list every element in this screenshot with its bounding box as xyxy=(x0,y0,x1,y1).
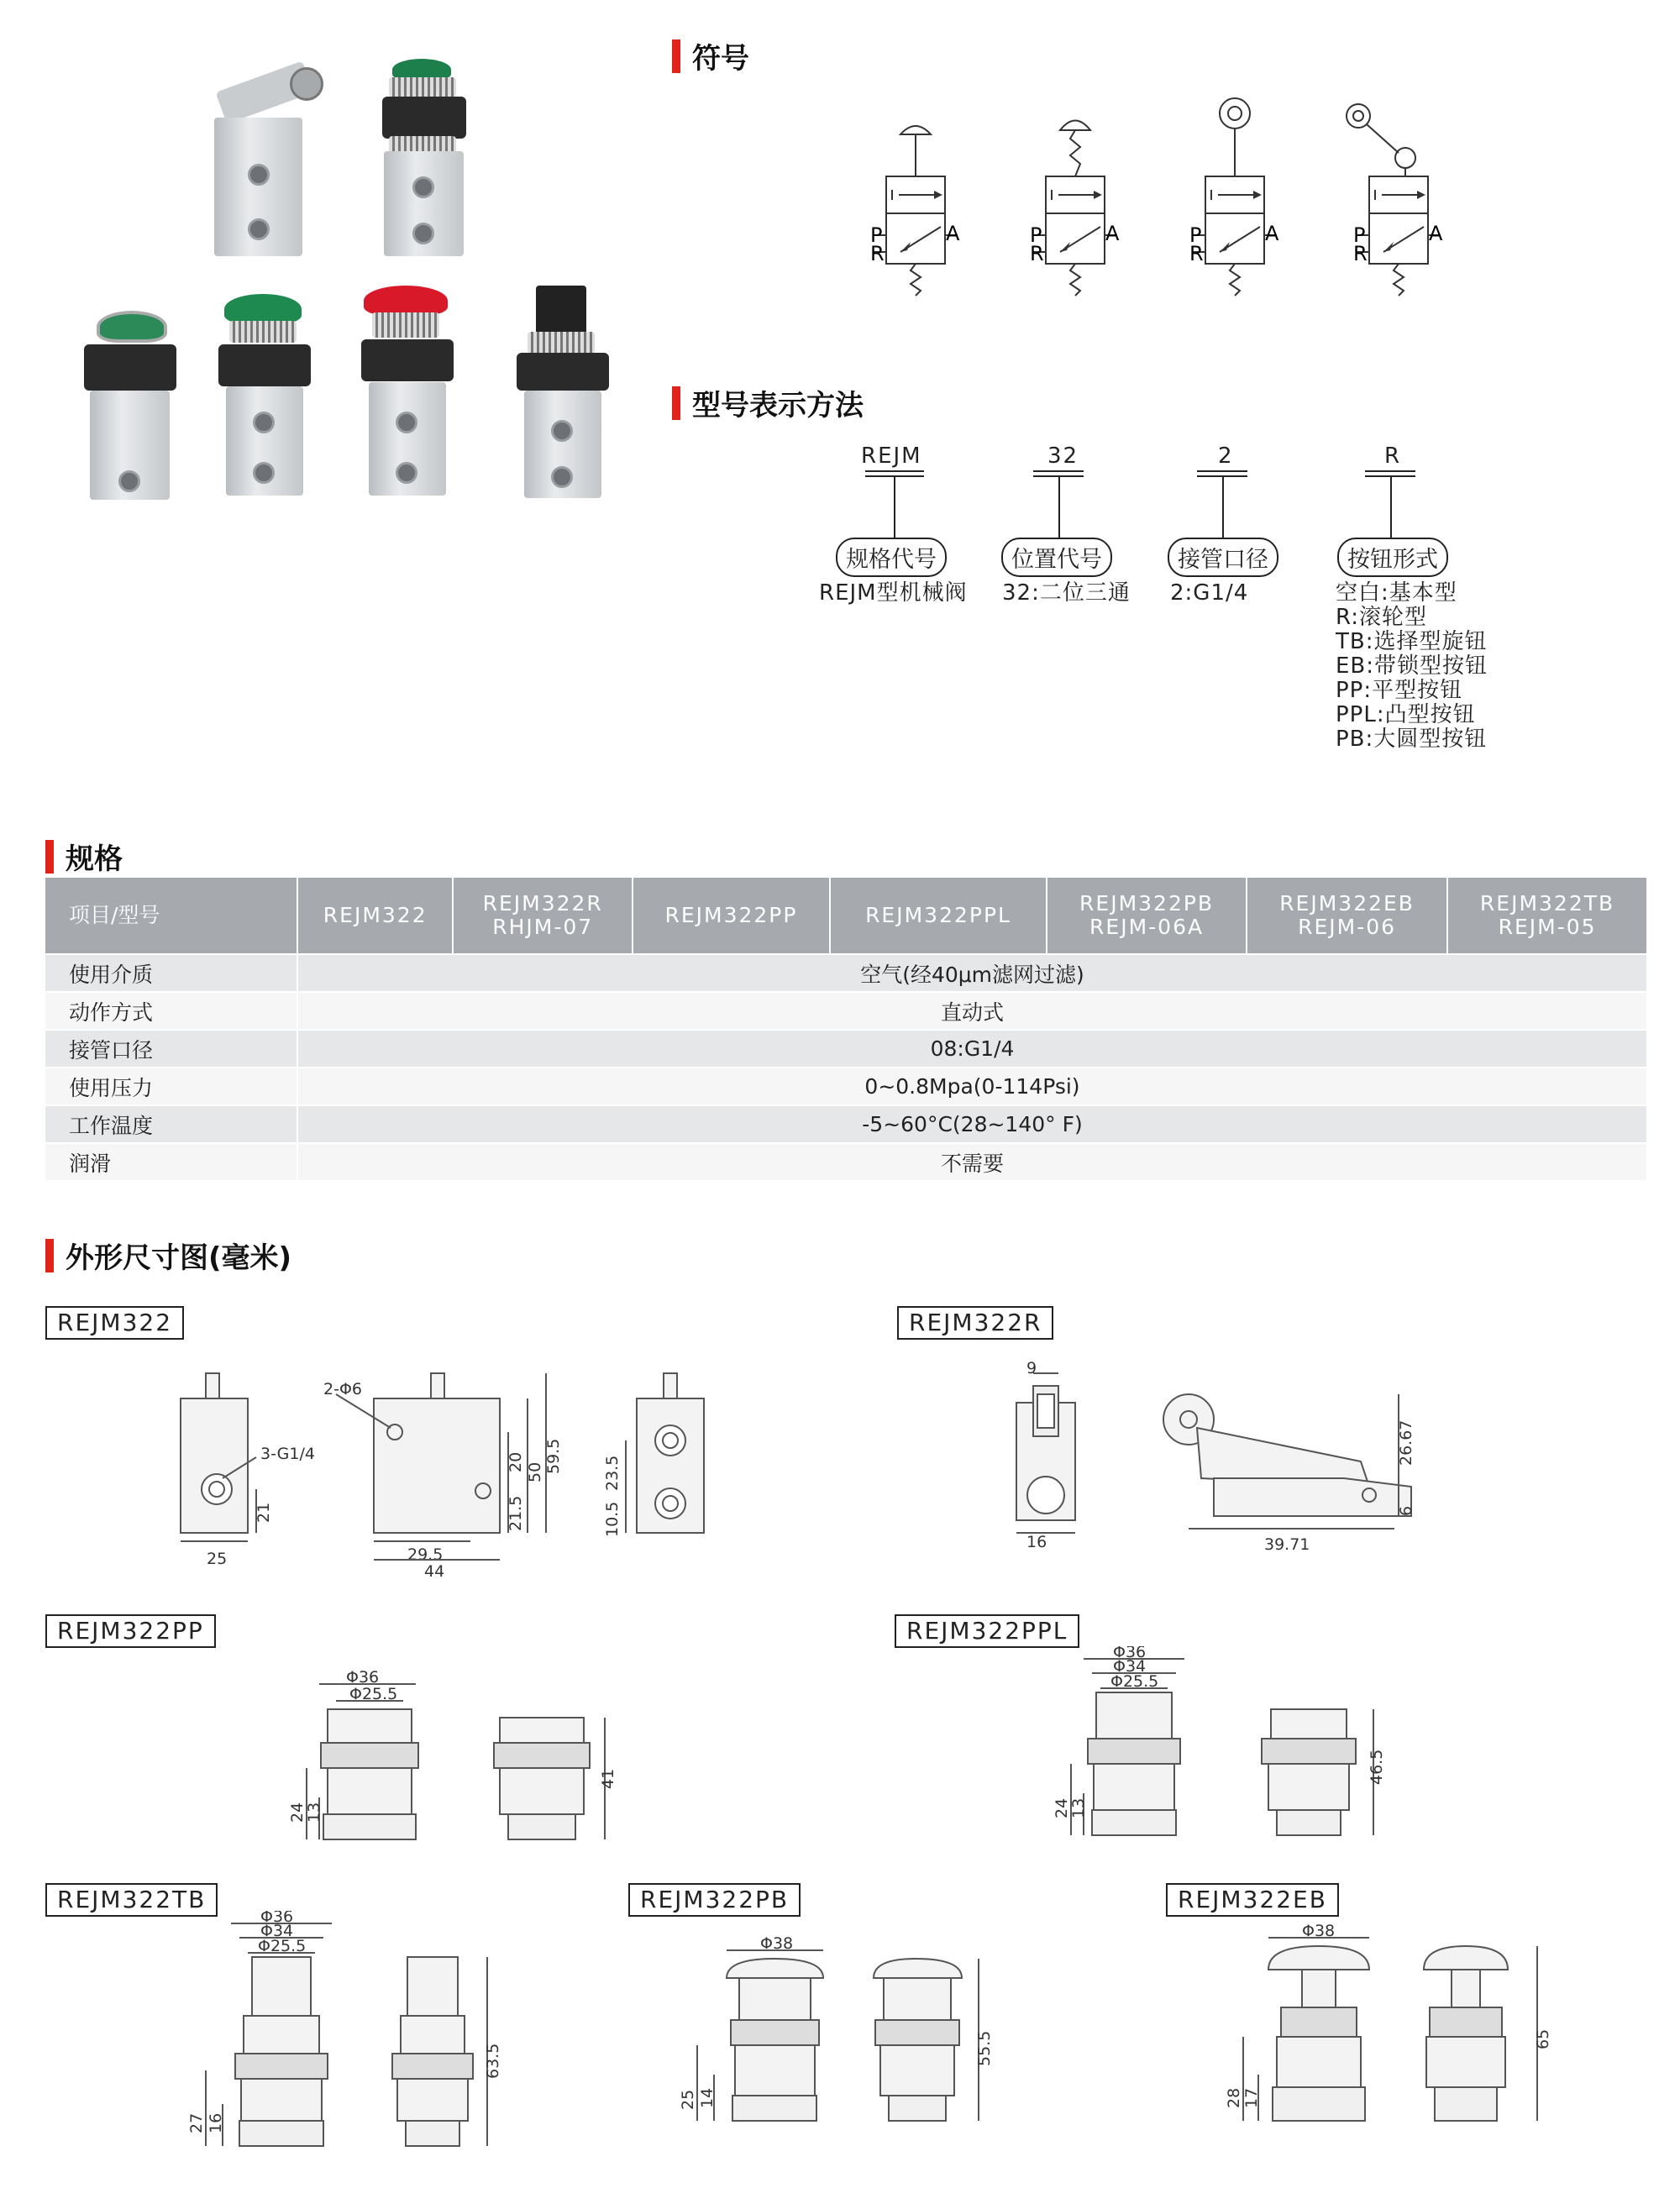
desc-line: 2:G1/4 xyxy=(1170,580,1249,606)
eb-valve-photo xyxy=(357,286,458,504)
dim-text: 46.5 xyxy=(1368,1749,1386,1785)
spec-header-item: 项目/型号 xyxy=(45,878,297,954)
section-title-text: 符号 xyxy=(692,42,749,76)
section-title-spec xyxy=(45,836,123,877)
title-bar xyxy=(672,386,680,420)
dim-text: 55.5 xyxy=(975,2030,994,2066)
symbol-p-label: P xyxy=(1030,223,1042,247)
spec-row-value: -5~60°C(28~140° F) xyxy=(297,1105,1646,1143)
code-segment-2: 2 xyxy=(1218,443,1234,469)
drawing-rejm322r xyxy=(974,1361,1613,1579)
product-photos xyxy=(50,50,655,521)
desc-line: TB:选择型旋钮 xyxy=(1336,629,1488,654)
drawing-rejm322eb xyxy=(1210,1919,1579,2154)
dim-text: 2-Φ6 xyxy=(323,1380,362,1398)
dim-text: 41 xyxy=(599,1768,617,1789)
spec-row xyxy=(45,1105,1646,1143)
spec-header-model xyxy=(633,878,830,954)
dim-text: 65 xyxy=(1534,2028,1552,2049)
desc-line: 空白:基本型 xyxy=(1336,580,1457,606)
spec-row-value: 不需要 xyxy=(297,1143,1646,1180)
dim-text: 28 xyxy=(1225,2087,1243,2108)
dim-text: Φ34 xyxy=(1113,1657,1147,1676)
spec-table xyxy=(45,878,1646,1180)
code-underline xyxy=(1033,470,1084,472)
spec-row-label: 使用介质 xyxy=(45,954,297,992)
dim-text: Φ25.5 xyxy=(349,1685,398,1703)
dim-text: 26.67 xyxy=(1397,1419,1415,1466)
desc-button-code xyxy=(1336,581,1488,752)
code-segment-rejm: REJM xyxy=(861,443,922,469)
symbol-basic xyxy=(870,126,960,296)
dim-label-rejm322tb: REJM322TB xyxy=(45,1883,218,1917)
spec-header-model xyxy=(1047,878,1247,954)
spec-row-value: 空气(经40μm滤网过滤) xyxy=(297,954,1646,992)
symbol-r-label: R xyxy=(1353,242,1368,265)
valve-symbols xyxy=(840,84,1478,336)
pill-spec-code: 规格代号 xyxy=(836,538,947,577)
desc-line: REJM型机械阀 xyxy=(819,580,968,606)
dim-text: Φ25.5 xyxy=(1110,1672,1159,1691)
model-alias: REJM-06 xyxy=(1298,915,1397,939)
symbol-a-label: A xyxy=(1105,222,1120,245)
drawing-rejm322tb xyxy=(181,1911,533,2154)
desc-line: PPL:凸型按钮 xyxy=(1336,702,1476,727)
dim-text: 10.5 xyxy=(603,1501,622,1537)
desc-line: PB:大圆型按钮 xyxy=(1336,727,1488,752)
desc-position-code xyxy=(1002,581,1131,606)
dim-text: 21.5 xyxy=(507,1495,525,1531)
spec-row xyxy=(45,954,1646,992)
dim-text: 24 xyxy=(288,1802,307,1823)
drawing-rejm322pb xyxy=(672,1932,1025,2154)
model-alias: RHJM-07 xyxy=(492,915,594,939)
dim-text: 25 xyxy=(679,2089,697,2110)
model-name: REJM322EB xyxy=(1279,891,1415,916)
section-title-dimensions xyxy=(45,1235,291,1276)
section-title-text: 型号表示方法 xyxy=(692,389,864,422)
dim-text: Φ38 xyxy=(1302,1922,1336,1940)
symbol-a-label: A xyxy=(946,222,960,245)
pb-valve-photo xyxy=(214,294,315,504)
dim-label-rejm322: REJM322 xyxy=(45,1306,184,1340)
dim-text: Φ36 xyxy=(346,1668,380,1687)
dim-text: 63.5 xyxy=(484,2043,502,2079)
model-alias: REJM-06A xyxy=(1089,915,1205,939)
dim-text: 13 xyxy=(1069,1797,1088,1818)
pill-port-code: 接管口径 xyxy=(1168,538,1278,577)
drawing-rejm322 xyxy=(151,1365,739,1600)
spec-header-model xyxy=(453,878,633,954)
code-underline xyxy=(1365,470,1415,472)
spec-row-label: 动作方式 xyxy=(45,992,297,1030)
dim-label-rejm322eb: REJM322EB xyxy=(1166,1883,1339,1917)
dim-text: 27 xyxy=(187,2112,206,2133)
model-alias: REJM-05 xyxy=(1498,915,1597,939)
symbol-r-label: R xyxy=(1030,242,1044,265)
spec-row xyxy=(45,1143,1646,1180)
dim-text: 39.71 xyxy=(1264,1535,1310,1554)
code-underline xyxy=(865,470,924,472)
dim-text: Φ34 xyxy=(260,1922,294,1940)
dim-text: Φ38 xyxy=(760,1934,794,1953)
desc-port-code xyxy=(1170,581,1248,606)
dim-text: 9 xyxy=(1026,1361,1037,1377)
spec-row xyxy=(45,1030,1646,1068)
symbol-spring-button xyxy=(1030,121,1120,296)
section-title-text: 外形尺寸图(毫米) xyxy=(66,1241,292,1275)
desc-spec-code xyxy=(819,581,968,606)
symbol-a-label: A xyxy=(1429,222,1443,245)
spec-row-value: 直动式 xyxy=(297,992,1646,1030)
dim-text: 25 xyxy=(207,1550,228,1568)
dim-text: 50 xyxy=(526,1461,544,1482)
model-name: REJM322PP xyxy=(664,903,798,927)
dim-text: Φ36 xyxy=(1113,1646,1147,1661)
title-bar xyxy=(45,1239,54,1272)
tb-valve-photo xyxy=(512,286,613,504)
pill-button-code: 按钮形式 xyxy=(1337,538,1448,577)
dim-text: 17 xyxy=(1242,2087,1261,2108)
model-name: REJM322PPL xyxy=(865,903,1011,927)
spec-header-model xyxy=(1247,878,1447,954)
model-name: REJM322TB xyxy=(1479,891,1615,916)
dim-label-rejm322r: REJM322R xyxy=(897,1306,1053,1340)
dim-text: 29.5 xyxy=(407,1545,444,1564)
symbol-p-label: P xyxy=(1189,223,1202,247)
dim-text: 14 xyxy=(698,2087,717,2108)
desc-line: EB:带锁型按钮 xyxy=(1336,653,1488,679)
dim-text: 20 xyxy=(507,1451,525,1472)
symbol-a-label: A xyxy=(1265,222,1279,245)
symbol-r-label: R xyxy=(870,242,885,265)
dim-text: 13 xyxy=(305,1802,323,1823)
code-connector xyxy=(1058,475,1060,539)
spec-header-model xyxy=(297,878,453,954)
dim-text: 24 xyxy=(1053,1797,1071,1818)
title-bar xyxy=(672,39,680,73)
section-title-model xyxy=(672,382,864,423)
spec-row xyxy=(45,992,1646,1030)
drawing-rejm322pp xyxy=(269,1667,638,1860)
spec-header-row xyxy=(45,878,1646,954)
dim-text: 16 xyxy=(1026,1533,1047,1551)
model-name: REJM322PB xyxy=(1079,891,1215,916)
symbol-p-label: P xyxy=(1353,223,1366,247)
dim-text: 23.5 xyxy=(603,1455,622,1491)
code-connector xyxy=(894,475,895,539)
section-title-text: 规格 xyxy=(66,842,123,876)
spec-row-label: 接管口径 xyxy=(45,1030,297,1068)
pill-position-code: 位置代号 xyxy=(1001,538,1112,577)
dim-text: 3-G1/4 xyxy=(260,1445,315,1463)
dim-text: Φ25.5 xyxy=(258,1937,307,1955)
dim-text: 21 xyxy=(255,1502,273,1523)
spec-row xyxy=(45,1068,1646,1105)
desc-line: R:滚轮型 xyxy=(1336,605,1428,630)
spec-header-model xyxy=(830,878,1047,954)
model-name: REJM322 xyxy=(323,903,428,927)
title-bar xyxy=(45,840,54,874)
symbol-r-label: R xyxy=(1189,242,1204,265)
dim-label-rejm322ppl: REJM322PPL xyxy=(895,1614,1079,1648)
spec-row-label: 润滑 xyxy=(45,1143,297,1180)
spec-row-value: 08:G1/4 xyxy=(297,1030,1646,1068)
dim-text: 6 xyxy=(1397,1505,1415,1516)
symbol-roller xyxy=(1189,98,1279,296)
desc-line: PP:平型按钮 xyxy=(1336,678,1463,703)
spec-row-label: 使用压力 xyxy=(45,1068,297,1105)
spec-row-label: 工作温度 xyxy=(45,1105,297,1143)
spec-header-model xyxy=(1447,878,1646,954)
dim-label-rejm322pb: REJM322PB xyxy=(628,1883,801,1917)
section-title-symbol xyxy=(672,35,749,76)
code-segment-r: R xyxy=(1384,443,1402,469)
dim-label-rejm322pp: REJM322PP xyxy=(45,1614,216,1648)
model-name: REJM322R xyxy=(482,891,603,916)
ppl-valve-photo xyxy=(80,311,181,504)
code-segment-32: 32 xyxy=(1047,443,1079,469)
pp-valve-photo xyxy=(374,59,475,260)
desc-line: 32:二位三通 xyxy=(1002,580,1131,606)
symbol-roller-lever xyxy=(1347,104,1443,296)
spec-row-value: 0~0.8Mpa(0-114Psi) xyxy=(297,1068,1646,1105)
code-underline xyxy=(1197,470,1247,472)
dim-text: 16 xyxy=(207,2112,225,2133)
code-connector xyxy=(1222,475,1224,539)
code-connector xyxy=(1390,475,1392,539)
dim-text: Φ36 xyxy=(260,1911,294,1926)
dim-text: 44 xyxy=(424,1562,445,1581)
symbol-p-label: P xyxy=(870,223,883,247)
roller-valve-photo xyxy=(210,67,319,260)
drawing-rejm322ppl xyxy=(1033,1646,1420,1860)
dim-text: 59.5 xyxy=(544,1438,563,1474)
